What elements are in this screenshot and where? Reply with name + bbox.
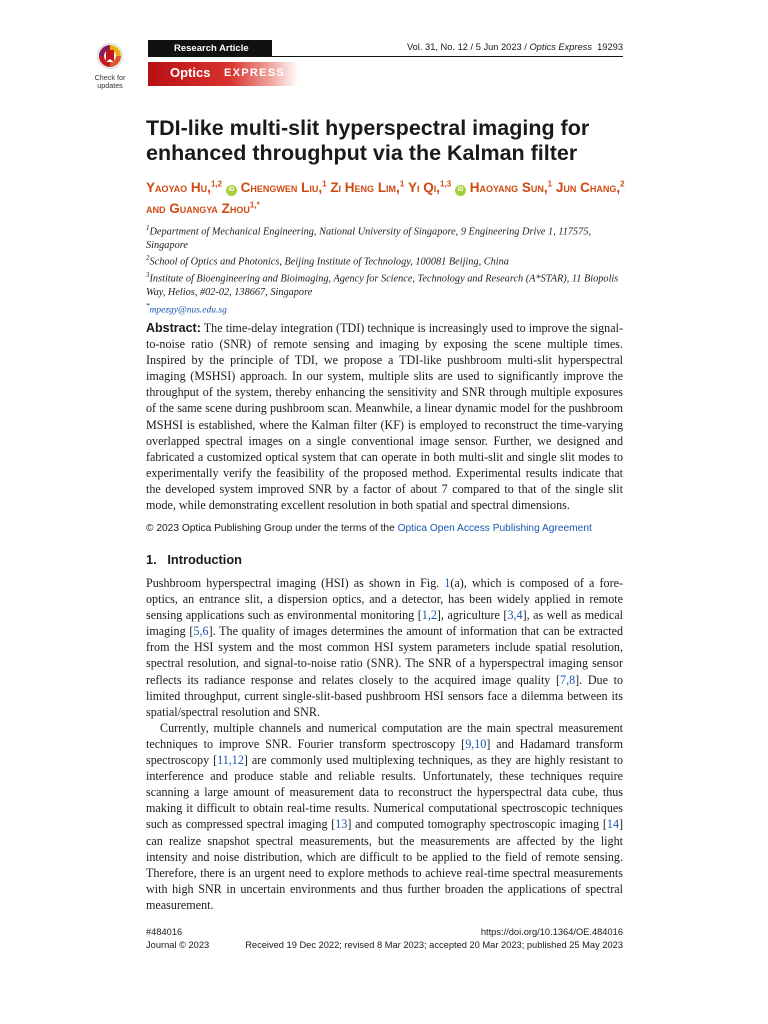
abstract-text: The time-delay integration (TDI) technique is increasingly used to improve the signal-to-noise ratio (SNR) of remote sensing and imaging by exposing the scene multiple times. Inspired by the principle of TDI, we propose a TDI-like pushbroom multi-slit hyperspectral imaging (MSHSI) approach. In our system, multiple slits are used to significantly improve the throughput of the system, thereby enhancing the sensitivity and SNR through multiple exposures of the same scene during pushbroom scan. Meanwhile, a linear dynamic model for the pushbroom MSHSI is established, where the Kalman filter (KF) is employed to reconstruct the time-varying overlapped spectral images on a single conventional image sensor. Further, we designed and fabricated a customized optical system that can operate in both multi-slit and single slit modes to experimentally verify the feasibility of the proposed method. Experimental results indicate that the developed system improved SNR by a factor of about 7 compared to that of the single slit mode, while demonstrating excellent resolution in both spatial and spectral dimensions. bbox=[146, 321, 623, 513]
corresponding-email bbox=[146, 300, 626, 318]
citation-link[interactable]: 1 bbox=[444, 576, 451, 590]
body-text: ] and Hadamard transform spectroscopy [ bbox=[146, 736, 623, 768]
abstract-heading: Abstract: bbox=[146, 321, 201, 335]
body-text: ], agriculture [ bbox=[436, 608, 508, 623]
body-text: Pushbroom hyperspectral imaging (HSI) as shown in Fig. bbox=[146, 576, 445, 590]
affiliation-text: Institute of Bioengineering and Bioimaging, Agency for Science, Technology and Research (A*STAR), 11 Biopolis Way, Helios, #02-02, 138667, Singapore bbox=[146, 273, 619, 299]
footer-dates: Received 19 Dec 2022; revised 8 Mar 2023; accepted 20 Mar 2023; published 25 May 2023 bbox=[245, 940, 623, 950]
license-link[interactable]: Optica Open Access Publishing Agreement bbox=[397, 523, 592, 534]
check-for-updates-icon bbox=[96, 42, 124, 72]
author-name[interactable]: and Guangya Zhou bbox=[146, 201, 250, 216]
affiliation-text: School of Optics and Photonics, Beijing Institute of Technology, 100081 Beijing, China bbox=[149, 256, 509, 268]
author-name[interactable]: Chengwen Liu, bbox=[240, 180, 323, 195]
author-name[interactable]: Haoyang Sun, bbox=[469, 180, 548, 195]
abstract bbox=[146, 320, 623, 513]
section-title: Introduction bbox=[167, 552, 242, 567]
citation-journal: Optics Express bbox=[529, 42, 592, 52]
affiliation-marker: 2 bbox=[146, 254, 150, 263]
author-affiliation-marker: 1 bbox=[547, 179, 553, 189]
author-affiliation-marker: 1,3 bbox=[440, 179, 452, 189]
introduction-body bbox=[146, 575, 623, 913]
badge-line-2: updates bbox=[97, 81, 123, 90]
check-for-updates-badge[interactable] bbox=[91, 42, 129, 90]
header-rule bbox=[148, 56, 623, 57]
author-name[interactable]: Yaoyao Hu, bbox=[146, 180, 211, 195]
author-affiliation-marker: 1,* bbox=[249, 200, 260, 210]
author-affiliation-marker: 1 bbox=[322, 179, 327, 189]
copyright-text: © 2023 Optica Publishing Group under the terms of the bbox=[146, 523, 398, 534]
affiliation bbox=[146, 252, 626, 269]
body-text: ]. The quality of images determines the amount of information that can be extracted from the HSI system and the most common HSI system parameters include spatial resolution, spectral resolution, and signal-to-noise ratio (SNR). The SNR of a hyperspectral imaging sensor reflects its radiance response and relates closely to the acquired image quality [ bbox=[146, 624, 624, 687]
email-link[interactable]: mpezgy@nus.edu.sg bbox=[149, 305, 227, 316]
footer-id: #484016 bbox=[146, 927, 183, 937]
body-text: (a), which is composed of a fore-optics, an entrance slit, a dispersion optics, and a detector, has been widely applied in remote sensing applications such as environmental monitoring [ bbox=[146, 576, 623, 623]
affiliation-marker: 1 bbox=[146, 224, 150, 232]
author-list bbox=[146, 177, 626, 219]
citation-link[interactable]: 3,4 bbox=[507, 608, 523, 623]
author-name[interactable]: Yi Qi, bbox=[408, 180, 441, 195]
article-header bbox=[148, 40, 623, 57]
copyright-line bbox=[146, 523, 626, 534]
citation-line bbox=[407, 42, 623, 52]
citation-link[interactable]: 13 bbox=[335, 817, 348, 832]
section-heading bbox=[146, 552, 242, 567]
body-text: Currently, multiple channels and numerical computation are the main spectral measurement techniques to improve SNR. Fourier transform spectroscopy [ bbox=[146, 720, 623, 751]
orcid-icon[interactable]: iD bbox=[226, 185, 237, 196]
citation-volume: Vol. 31, No. 12 / 5 Jun 2023 / bbox=[406, 42, 530, 52]
citation-link[interactable]: 14 bbox=[606, 817, 619, 832]
affiliation bbox=[146, 269, 626, 299]
badge-label bbox=[91, 74, 129, 90]
citation-page: 19293 bbox=[597, 42, 623, 52]
affiliation-marker: 3 bbox=[146, 271, 150, 280]
citation-link[interactable]: 9,10 bbox=[465, 736, 487, 751]
body-text: ] are commonly used multiplexing techniques, as they are highly resistant to interference and produce stable and reliable results. Unfortunately, these techniques require scanning a large amount of measurement data to reconstruct the hyperspectral data cube, thus making it difficult to obtain real-time results. Numerical computational spectroscopic techniques such as compressed spectral imaging [ bbox=[146, 753, 623, 832]
body-text: ]. Due to limited throughput, current single-slit-based pushbroom HSI sensors face a dilemma between its spatial/spectral resolution and SNR. bbox=[146, 672, 623, 719]
citation-link[interactable]: 1,2 bbox=[421, 608, 437, 623]
body-text: ] can realize snapshot spectral measurements, but the measurements are affected by the light intensity and noise distribution, which are difficult to be applied to the field of remote sensing. Therefore, there is an urgent need to explore methods to achieve real-time spectral measurements with high SNR in uncertain environments and thus further broaden the applications of spectral measurement. bbox=[146, 817, 624, 912]
article-type-label: Research Article bbox=[148, 40, 272, 57]
body-paragraph bbox=[146, 575, 623, 720]
author-affiliation-marker: 1,2 bbox=[210, 179, 223, 189]
email-marker: * bbox=[146, 301, 150, 310]
author-affiliation-marker: 2 bbox=[620, 179, 625, 189]
affiliation-text: Department of Mechanical Engineering, National University of Singapore, 9 Engineering Drive 1, 117575, Singapore bbox=[146, 226, 592, 251]
citation-link[interactable]: 7,8 bbox=[560, 672, 576, 687]
affiliation-list bbox=[146, 222, 626, 318]
footer-doi-link[interactable]: https://doi.org/10.1364/OE.484016 bbox=[480, 927, 623, 937]
author-affiliation-marker: 1 bbox=[399, 179, 405, 189]
body-text: ] and computed tomography spectroscopic imaging [ bbox=[347, 817, 607, 832]
section-number: 1. bbox=[146, 552, 157, 567]
citation-link[interactable]: 5,6 bbox=[193, 624, 209, 639]
author-name[interactable]: Jun Chang, bbox=[555, 180, 621, 195]
brand-express: EXPRESS bbox=[224, 67, 286, 79]
citation-link[interactable]: 11,12 bbox=[217, 753, 244, 768]
footer-journal: Journal © 2023 bbox=[146, 940, 210, 950]
brand-optics: Optics bbox=[170, 65, 211, 80]
orcid-icon[interactable]: iD bbox=[455, 185, 466, 196]
paper-title: TDI-like multi-slit hyperspectral imaging for enhanced throughput via the Kalman filter bbox=[146, 116, 590, 165]
body-text: ], as well as medical imaging [ bbox=[146, 608, 623, 639]
author-name[interactable]: Zi Heng Lim, bbox=[330, 180, 400, 195]
affiliation bbox=[146, 222, 626, 252]
badge-line-1: Check for bbox=[94, 73, 126, 82]
journal-brand-logo bbox=[148, 62, 298, 86]
body-paragraph bbox=[146, 720, 623, 913]
